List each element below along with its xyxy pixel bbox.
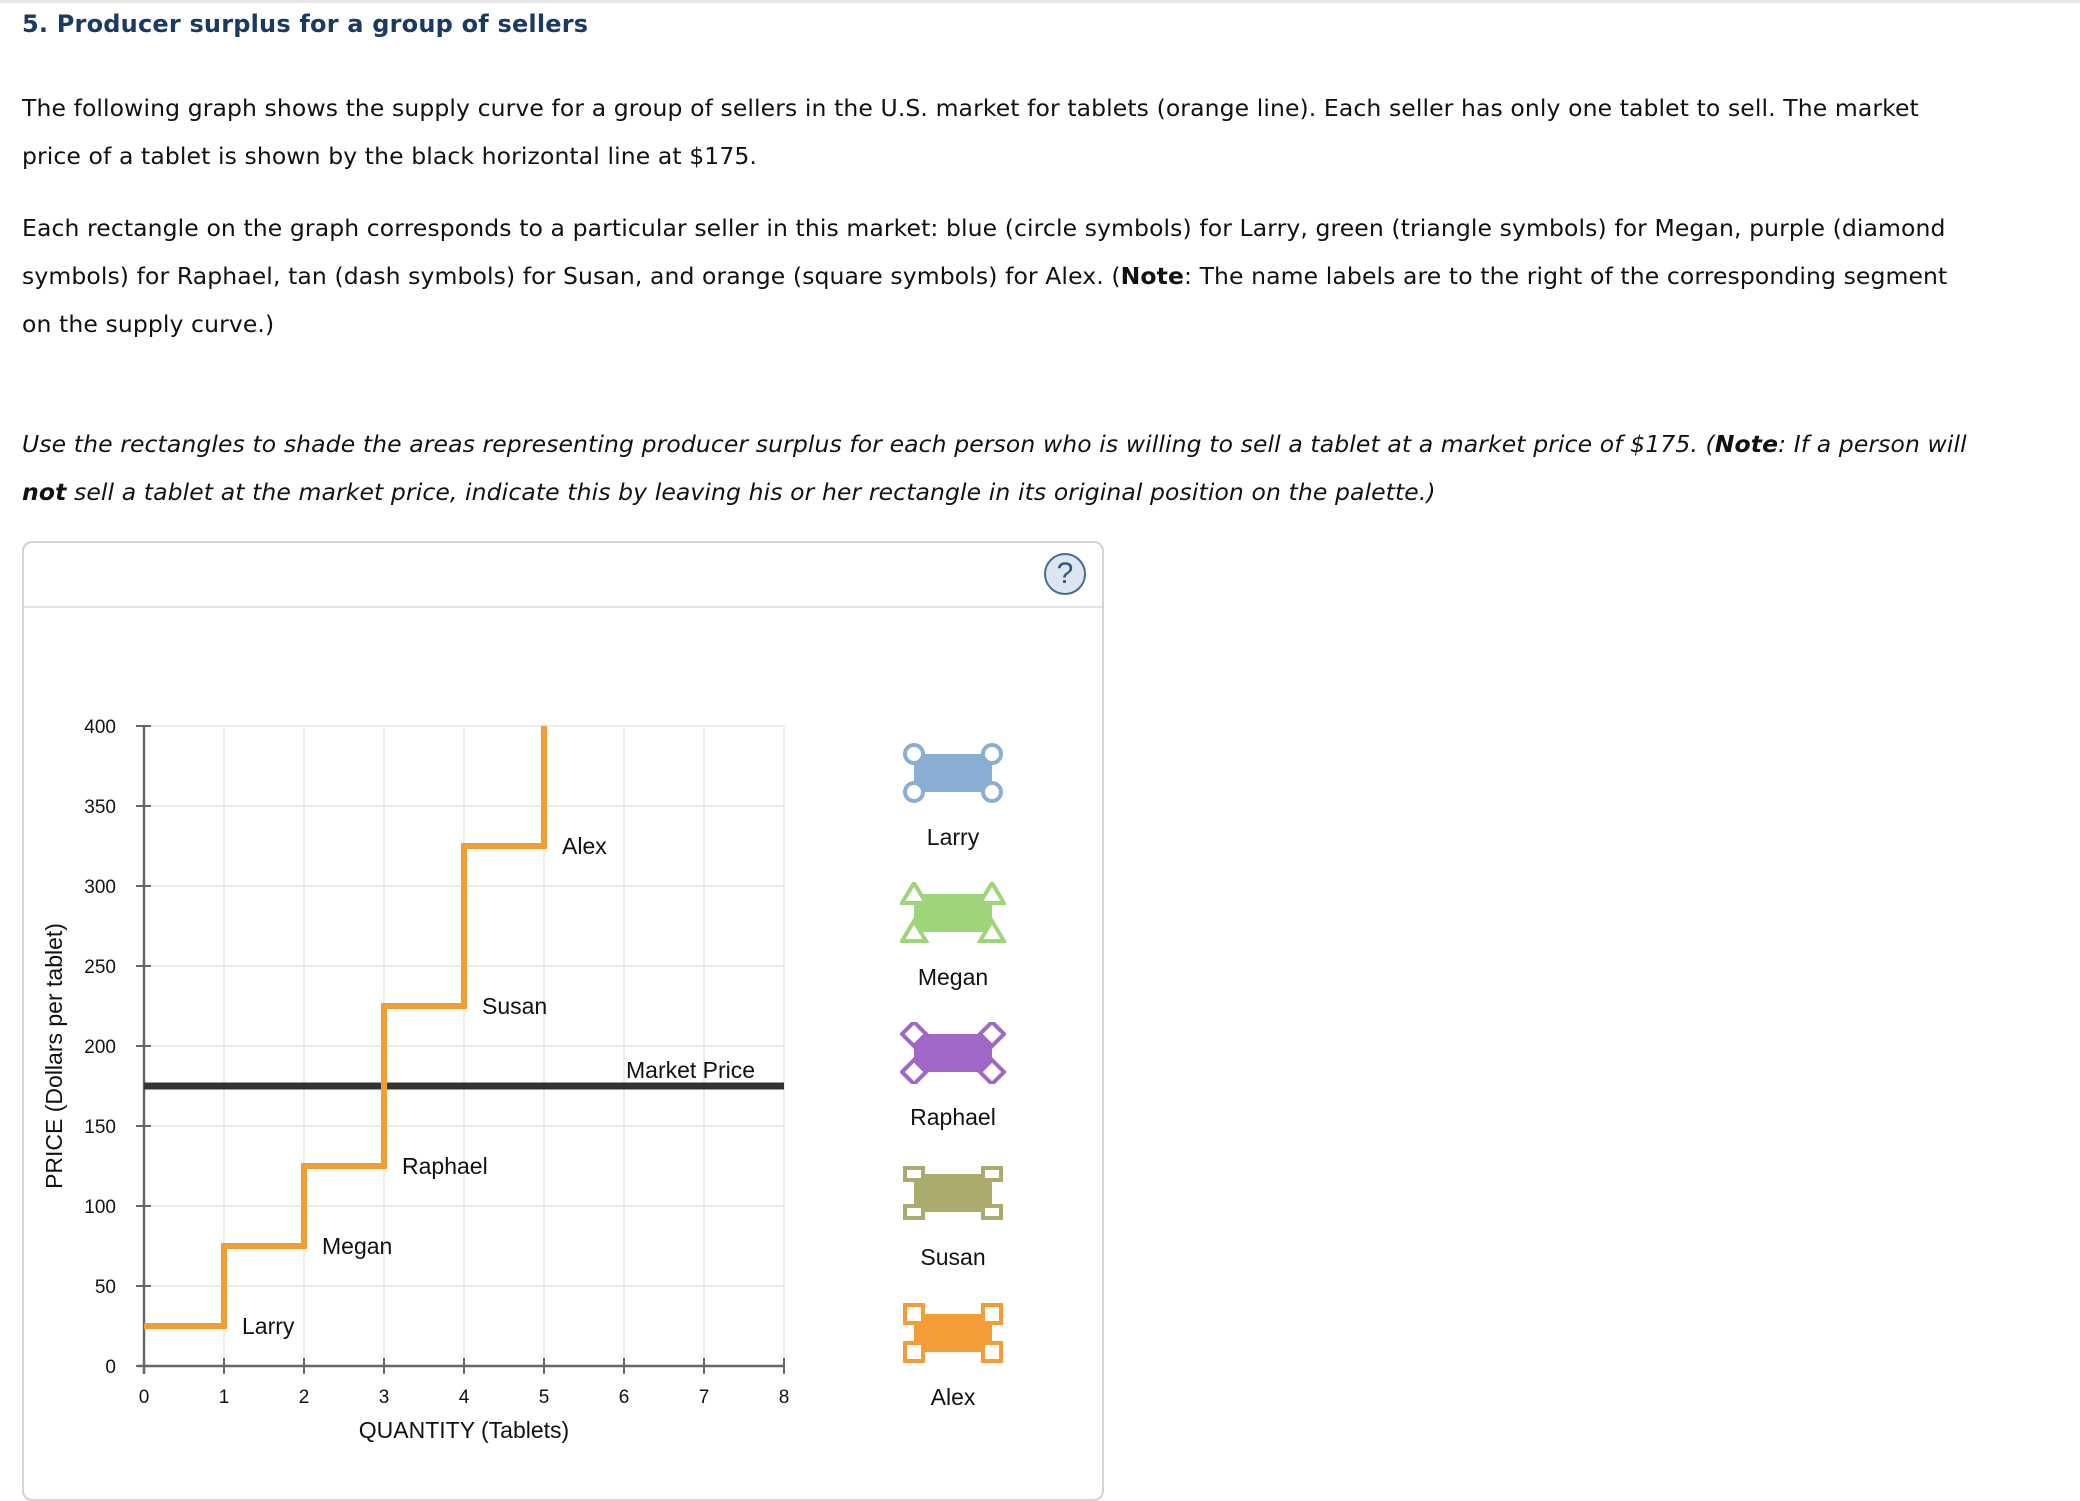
intro-paragraph [22,84,1972,180]
square-handles-icon [900,1302,1006,1364]
palette-label-alex: Alex [930,1384,976,1410]
curve-label-megan: Megan [322,1233,393,1259]
triangle-handles-icon [900,882,1006,944]
palette-rectangle-alex[interactable] [900,1302,1006,1368]
instructions-text-2: : If a person will [1778,430,1967,458]
palette-rectangle-susan[interactable] [900,1162,1006,1228]
intro-text: The following graph shows the supply curve for a group of sellers in the U.S. market for tablets (orange line). Each seller has only one tablet to sell. The market price of a tablet is shown by the black horizontal line at $175. [22,94,1919,170]
y-tick-label: 400 [84,717,116,738]
palette-label-raphael: Raphael [910,1104,996,1130]
palette-rectangle-raphael[interactable] [900,1022,1006,1088]
x-tick-label: 4 [458,1387,470,1408]
palette-label-susan: Susan [920,1244,986,1270]
instructions-text: Use the rectangles to shade the areas representing producer surplus for each person who is willing to sell a tablet at a market price of $175. ( [22,430,1715,458]
palette-label-megan: Megan [917,964,989,990]
palette-rectangle-larry[interactable] [900,742,1006,808]
note-label: Note [1120,262,1185,290]
rectangles-text: Each rectangle on the graph corresponds to a particular seller in this market: blue (circle symbols) for Larry, green (triangle symbols) for Megan, purple (diamond symbols) for Raphael, tan (dash symbols) for Susan, and orange (square symbols) for Alex. ( [22,214,1946,290]
top-divider [0,0,2080,3]
y-tick-label: 250 [84,957,116,978]
panel-header [24,543,1102,608]
palette-rectangle-megan[interactable] [900,882,1006,948]
x-tick-label: 1 [218,1387,230,1408]
x-tick-label: 5 [538,1387,550,1408]
note-label: Note [1714,430,1779,458]
instructions-text-3: sell a tablet at the market price, indicate this by leaving his or her rectangle in its original position on the palette.) [66,478,1436,506]
y-tick-label: 300 [84,877,116,898]
y-tick-label: 50 [94,1277,116,1298]
rectangles-paragraph [22,204,1972,348]
y-tick-label: 100 [84,1197,116,1218]
x-tick-label: 7 [698,1387,710,1408]
curve-label-larry: Larry [242,1313,295,1339]
y-tick-label: 0 [105,1357,116,1378]
circle-handles-icon [900,742,1006,804]
y-tick-label: 150 [84,1117,116,1138]
help-icon[interactable]: ? [1044,553,1086,595]
not-emphasis: not [22,478,67,506]
y-tick-label: 200 [84,1037,116,1058]
curve-label-susan: Susan [482,993,548,1019]
y-axis-title: PRICE (Dollars per tablet) [41,923,67,1189]
x-tick-label: 2 [298,1387,310,1408]
x-tick-label: 6 [618,1387,630,1408]
x-tick-label: 3 [378,1387,390,1408]
curve-label-alex: Alex [562,833,607,859]
y-tick-label: 350 [84,797,116,818]
question-title: 5. Producer surplus for a group of sellers [22,10,589,38]
curve-label-market-price: Market Price [626,1057,756,1083]
x-axis-title: QUANTITY (Tablets) [358,1417,570,1443]
dash-handles-icon [900,1162,1006,1224]
palette-label-larry: Larry [926,824,980,850]
x-tick-label: 8 [778,1387,790,1408]
x-tick-label: 0 [138,1387,150,1408]
diamond-handles-icon [900,1022,1006,1084]
rectangles-note-text: : The name labels are to the right of the corresponding segment on the supply curve.) [22,262,1948,338]
curve-label-raphael: Raphael [402,1153,488,1179]
instructions-paragraph [22,420,1972,516]
